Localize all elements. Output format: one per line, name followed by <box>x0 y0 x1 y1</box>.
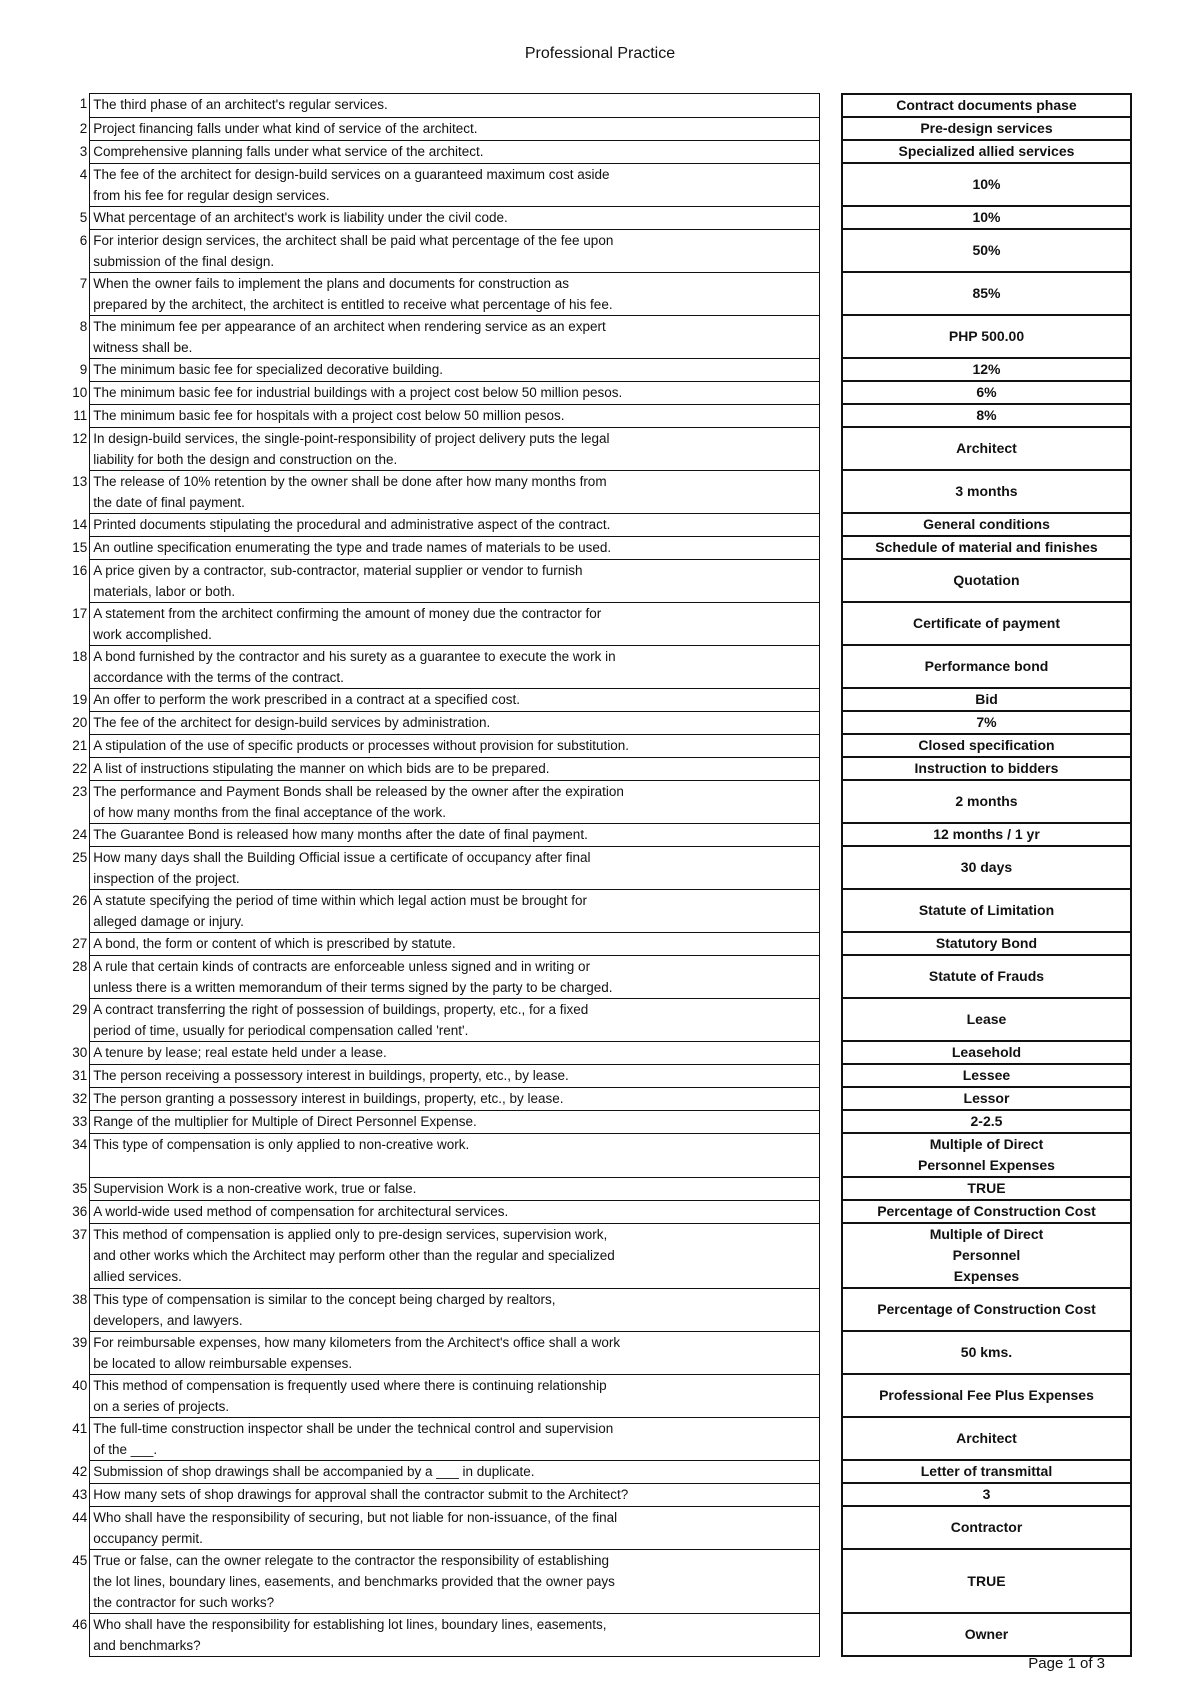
question-number: 2 <box>79 121 88 136</box>
question-number: 6 <box>79 233 88 248</box>
answer-cell: 7% <box>841 710 1132 735</box>
answer-cell: Contractor <box>841 1505 1132 1550</box>
table-row <box>58 1484 1132 1507</box>
question-number: 7 <box>79 276 88 291</box>
question-text: A tenure by lease; real estate held under a lease. <box>89 1041 819 1065</box>
answer-cell: Percentage of Construction Cost <box>841 1287 1132 1332</box>
table-row <box>58 1042 1132 1065</box>
question-number: 38 <box>72 1292 88 1307</box>
table-row <box>58 712 1132 735</box>
answer-cell: Lessor <box>841 1086 1132 1111</box>
question-number: 45 <box>72 1553 88 1568</box>
question-number: 36 <box>72 1204 88 1219</box>
answer-cell: 50% <box>841 228 1132 273</box>
question-number: 4 <box>79 167 88 182</box>
table-row <box>58 1375 1132 1418</box>
question-text: The minimum basic fee for industrial buildings with a project cost below 50 million pesos. <box>89 381 819 405</box>
answer-cell: PHP 500.00 <box>841 314 1132 359</box>
question-number: 31 <box>72 1068 88 1083</box>
table-row <box>58 1461 1132 1484</box>
question-number: 8 <box>79 319 88 334</box>
table-row <box>58 1111 1132 1134</box>
answer-cell: Closed specification <box>841 733 1132 758</box>
answer-cell: Owner <box>841 1612 1132 1657</box>
table-row <box>58 603 1132 646</box>
question-number: 44 <box>72 1510 88 1525</box>
question-text: The fee of the architect for design-build services on a guaranteed maximum cost aside from his fee for regular design services. <box>89 163 819 207</box>
question-text: The performance and Payment Bonds shall be released by the owner after the expiration of how many months from the final acceptance of the work. <box>89 780 819 824</box>
question-number: 27 <box>72 936 88 951</box>
question-text: A bond furnished by the contractor and his surety as a guarantee to execute the work in accordance with the terms of the contract. <box>89 645 819 689</box>
question-number: 24 <box>72 827 88 842</box>
table-row <box>58 1134 1132 1178</box>
answer-cell: Statutory Bond <box>841 931 1132 956</box>
question-number: 11 <box>73 408 88 423</box>
table-row <box>58 1178 1132 1201</box>
question-number: 26 <box>72 893 88 908</box>
answer-cell: Percentage of Construction Cost <box>841 1199 1132 1224</box>
table-row <box>58 1418 1132 1461</box>
answer-cell: 10% <box>841 205 1132 230</box>
question-number: 39 <box>72 1335 88 1350</box>
answer-cell: Multiple of Direct Personnel Expenses <box>841 1222 1132 1289</box>
answer-cell: 3 <box>841 1482 1132 1507</box>
question-number: 3 <box>79 144 88 159</box>
question-text: Project financing falls under what kind of service of the architect. <box>89 117 819 141</box>
question-text: This type of compensation is similar to the concept being charged by realtors, developers, and lawyers. <box>89 1288 819 1332</box>
question-number: 35 <box>72 1181 88 1196</box>
answer-cell: 2 months <box>841 779 1132 824</box>
table-row <box>58 933 1132 956</box>
answer-cell: Pre-design services <box>841 116 1132 141</box>
question-text: This method of compensation is frequently used where there is continuing relationship on a series of projects. <box>89 1374 819 1418</box>
table-row <box>58 1201 1132 1224</box>
question-number: 15 <box>72 540 88 555</box>
question-text: What percentage of an architect's work is liability under the civil code. <box>89 206 819 230</box>
table-row <box>58 646 1132 689</box>
question-number: 16 <box>72 563 88 578</box>
question-text: Who shall have the responsibility of securing, but not liable for non-issuance, of the final occupancy permit. <box>89 1506 819 1550</box>
question-text: Submission of shop drawings shall be accompanied by a ___ in duplicate. <box>89 1460 819 1484</box>
answer-cell: 50 kms. <box>841 1330 1132 1375</box>
table-row <box>58 758 1132 781</box>
answer-cell: 6% <box>841 380 1132 405</box>
table-row <box>58 118 1132 141</box>
question-number: 13 <box>72 474 88 489</box>
question-number: 37 <box>72 1227 88 1242</box>
question-text: An outline specification enumerating the type and trade names of materials to be used. <box>89 536 819 560</box>
question-text: Supervision Work is a non-creative work, true or false. <box>89 1177 819 1201</box>
question-number: 28 <box>72 959 88 974</box>
question-text: How many sets of shop drawings for approval shall the contractor submit to the Architect? <box>89 1483 819 1507</box>
question-number: 32 <box>72 1091 88 1106</box>
question-text: When the owner fails to implement the plans and documents for construction as prepared by the architect, the architect is entitled to receive what percentage of his fee. <box>89 272 819 316</box>
answer-cell: Professional Fee Plus Expenses <box>841 1373 1132 1418</box>
question-text: The minimum fee per appearance of an architect when rendering service as an expert witness shall be. <box>89 315 819 359</box>
table-row <box>58 824 1132 847</box>
table-row <box>58 1507 1132 1550</box>
table-row <box>58 207 1132 230</box>
question-text: The full-time construction inspector shall be under the technical control and supervision of the ___. <box>89 1417 819 1461</box>
answer-cell: 10% <box>841 162 1132 207</box>
answer-cell: Multiple of Direct Personnel Expenses <box>841 1132 1132 1178</box>
question-text: The fee of the architect for design-build services by administration. <box>89 711 819 735</box>
answer-cell: Performance bond <box>841 644 1132 689</box>
question-answer-list <box>58 93 1132 1657</box>
question-text: An offer to perform the work prescribed in a contract at a specified cost. <box>89 688 819 712</box>
question-text: The minimum basic fee for specialized decorative building. <box>89 358 819 382</box>
answer-cell: Letter of transmittal <box>841 1459 1132 1484</box>
question-text: The Guarantee Bond is released how many months after the date of final payment. <box>89 823 819 847</box>
question-number: 22 <box>72 761 88 776</box>
answer-cell: Specialized allied services <box>841 139 1132 164</box>
table-row <box>58 1614 1132 1657</box>
question-number: 12 <box>72 431 88 446</box>
table-row <box>58 471 1132 514</box>
question-text: Comprehensive planning falls under what service of the architect. <box>89 140 819 164</box>
answer-cell: Lessee <box>841 1063 1132 1088</box>
question-text: Range of the multiplier for Multiple of Direct Personnel Expense. <box>89 1110 819 1134</box>
question-number: 14 <box>72 517 88 532</box>
answer-cell: Statute of Frauds <box>841 954 1132 999</box>
table-row <box>58 93 1132 118</box>
table-row <box>58 1065 1132 1088</box>
question-text: The person granting a possessory interest in buildings, property, etc., by lease. <box>89 1087 819 1111</box>
table-row <box>58 847 1132 890</box>
answer-cell: Architect <box>841 1416 1132 1461</box>
table-row <box>58 735 1132 758</box>
page-footer: Page 1 of 3 <box>1028 1655 1105 1672</box>
question-text: In design-build services, the single-point-responsibility of project delivery puts the legal liability for both the design and construction on the. <box>89 427 819 471</box>
question-text: A list of instructions stipulating the manner on which bids are to be prepared. <box>89 757 819 781</box>
question-number: 1 <box>79 96 88 111</box>
question-text: For reimbursable expenses, how many kilometers from the Architect's office shall a work be located to allow reimbursable expenses. <box>89 1331 819 1375</box>
table-row <box>58 359 1132 382</box>
question-text: A contract transferring the right of possession of buildings, property, etc., for a fixed period of time, usually for periodical compensation called 'rent'. <box>89 998 819 1042</box>
table-row <box>58 1088 1132 1111</box>
table-row <box>58 1332 1132 1375</box>
question-text: A statute specifying the period of time within which legal action must be brought for alleged damage or injury. <box>89 889 819 933</box>
page-title: Professional Practice <box>524 45 676 62</box>
question-text: The release of 10% retention by the owner shall be done after how many months from the date of final payment. <box>89 470 819 514</box>
question-number: 41 <box>72 1421 88 1436</box>
answer-cell: Quotation <box>841 558 1132 603</box>
table-row <box>58 405 1132 428</box>
answer-cell: TRUE <box>841 1548 1132 1614</box>
answer-cell: Bid <box>841 687 1132 712</box>
question-number: 34 <box>72 1137 88 1152</box>
table-row <box>58 537 1132 560</box>
question-text: The minimum basic fee for hospitals with a project cost below 50 million pesos. <box>89 404 819 428</box>
question-text: This method of compensation is applied only to pre-design services, supervision work, and other works which the Architect may perform other than the regular and specialized allied services. <box>89 1223 819 1289</box>
table-row <box>58 890 1132 933</box>
question-text: A stipulation of the use of specific products or processes without provision for substitution. <box>89 734 819 758</box>
question-number: 30 <box>72 1045 88 1060</box>
table-row <box>58 230 1132 273</box>
answer-cell: 12 months / 1 yr <box>841 822 1132 847</box>
table-row <box>58 560 1132 603</box>
question-text: A price given by a contractor, sub-contractor, material supplier or vendor to furnish materials, labor or both. <box>89 559 819 603</box>
question-number: 23 <box>72 784 88 799</box>
question-number: 29 <box>72 1002 88 1017</box>
question-text: Who shall have the responsibility for establishing lot lines, boundary lines, easements, and benchmarks? <box>89 1613 819 1657</box>
question-number: 43 <box>72 1487 88 1502</box>
answer-cell: Leasehold <box>841 1040 1132 1065</box>
question-number: 42 <box>72 1464 88 1479</box>
question-text: The person receiving a possessory interest in buildings, property, etc., by lease. <box>89 1064 819 1088</box>
answer-cell: General conditions <box>841 512 1132 537</box>
table-row <box>58 689 1132 712</box>
answer-cell: 2-2.5 <box>841 1109 1132 1134</box>
question-number: 5 <box>79 210 88 225</box>
table-row <box>58 316 1132 359</box>
answer-cell: Certificate of payment <box>841 601 1132 646</box>
table-row <box>58 164 1132 207</box>
table-row <box>58 382 1132 405</box>
question-number: 40 <box>72 1378 88 1393</box>
answer-cell: Instruction to bidders <box>841 756 1132 781</box>
question-text: For interior design services, the architect shall be paid what percentage of the fee upon submission of the final design. <box>89 229 819 273</box>
answer-cell: Contract documents phase <box>841 93 1132 118</box>
answer-cell: Schedule of material and finishes <box>841 535 1132 560</box>
table-row <box>58 1224 1132 1289</box>
question-number: 19 <box>72 692 88 707</box>
answer-cell: Lease <box>841 997 1132 1042</box>
question-number: 21 <box>72 738 88 753</box>
question-number: 25 <box>72 850 88 865</box>
table-row <box>58 141 1132 164</box>
table-row <box>58 1289 1132 1332</box>
table-row <box>58 273 1132 316</box>
question-text: How many days shall the Building Official issue a certificate of occupancy after final inspection of the project. <box>89 846 819 890</box>
question-text: A rule that certain kinds of contracts are enforceable unless signed and in writing or unless there is a written memorandum of their terms signed by the party to be charged. <box>89 955 819 999</box>
question-number: 33 <box>72 1114 88 1129</box>
answer-cell: TRUE <box>841 1176 1132 1201</box>
answer-cell: 12% <box>841 357 1132 382</box>
answer-cell: 85% <box>841 271 1132 316</box>
question-number: 18 <box>72 649 88 664</box>
question-text: This type of compensation is only applied to non-creative work. <box>89 1133 819 1178</box>
question-number: 46 <box>72 1617 88 1632</box>
question-text: The third phase of an architect's regular services. <box>89 93 819 118</box>
question-number: 10 <box>72 385 88 400</box>
question-text: Printed documents stipulating the procedural and administrative aspect of the contract. <box>89 513 819 537</box>
question-text: A bond, the form or content of which is prescribed by statute. <box>89 932 819 956</box>
table-row <box>58 514 1132 537</box>
table-row <box>58 428 1132 471</box>
answer-cell: 8% <box>841 403 1132 428</box>
question-text: A world-wide used method of compensation for architectural services. <box>89 1200 819 1224</box>
table-row <box>58 956 1132 999</box>
table-row <box>58 1550 1132 1614</box>
answer-cell: Architect <box>841 426 1132 471</box>
answer-cell: 3 months <box>841 469 1132 514</box>
question-number: 9 <box>79 362 88 377</box>
question-text: True or false, can the owner relegate to the contractor the responsibility of establishing the lot lines, boundary lines, easements, and benchmarks provided that the owner pays the contractor for such works? <box>89 1549 819 1614</box>
question-number: 17 <box>72 606 88 621</box>
question-text: A statement from the architect confirming the amount of money due the contractor for work accomplished. <box>89 602 819 646</box>
question-number: 20 <box>72 715 88 730</box>
answer-cell: 30 days <box>841 845 1132 890</box>
answer-cell: Statute of Limitation <box>841 888 1132 933</box>
table-row <box>58 781 1132 824</box>
table-row <box>58 999 1132 1042</box>
